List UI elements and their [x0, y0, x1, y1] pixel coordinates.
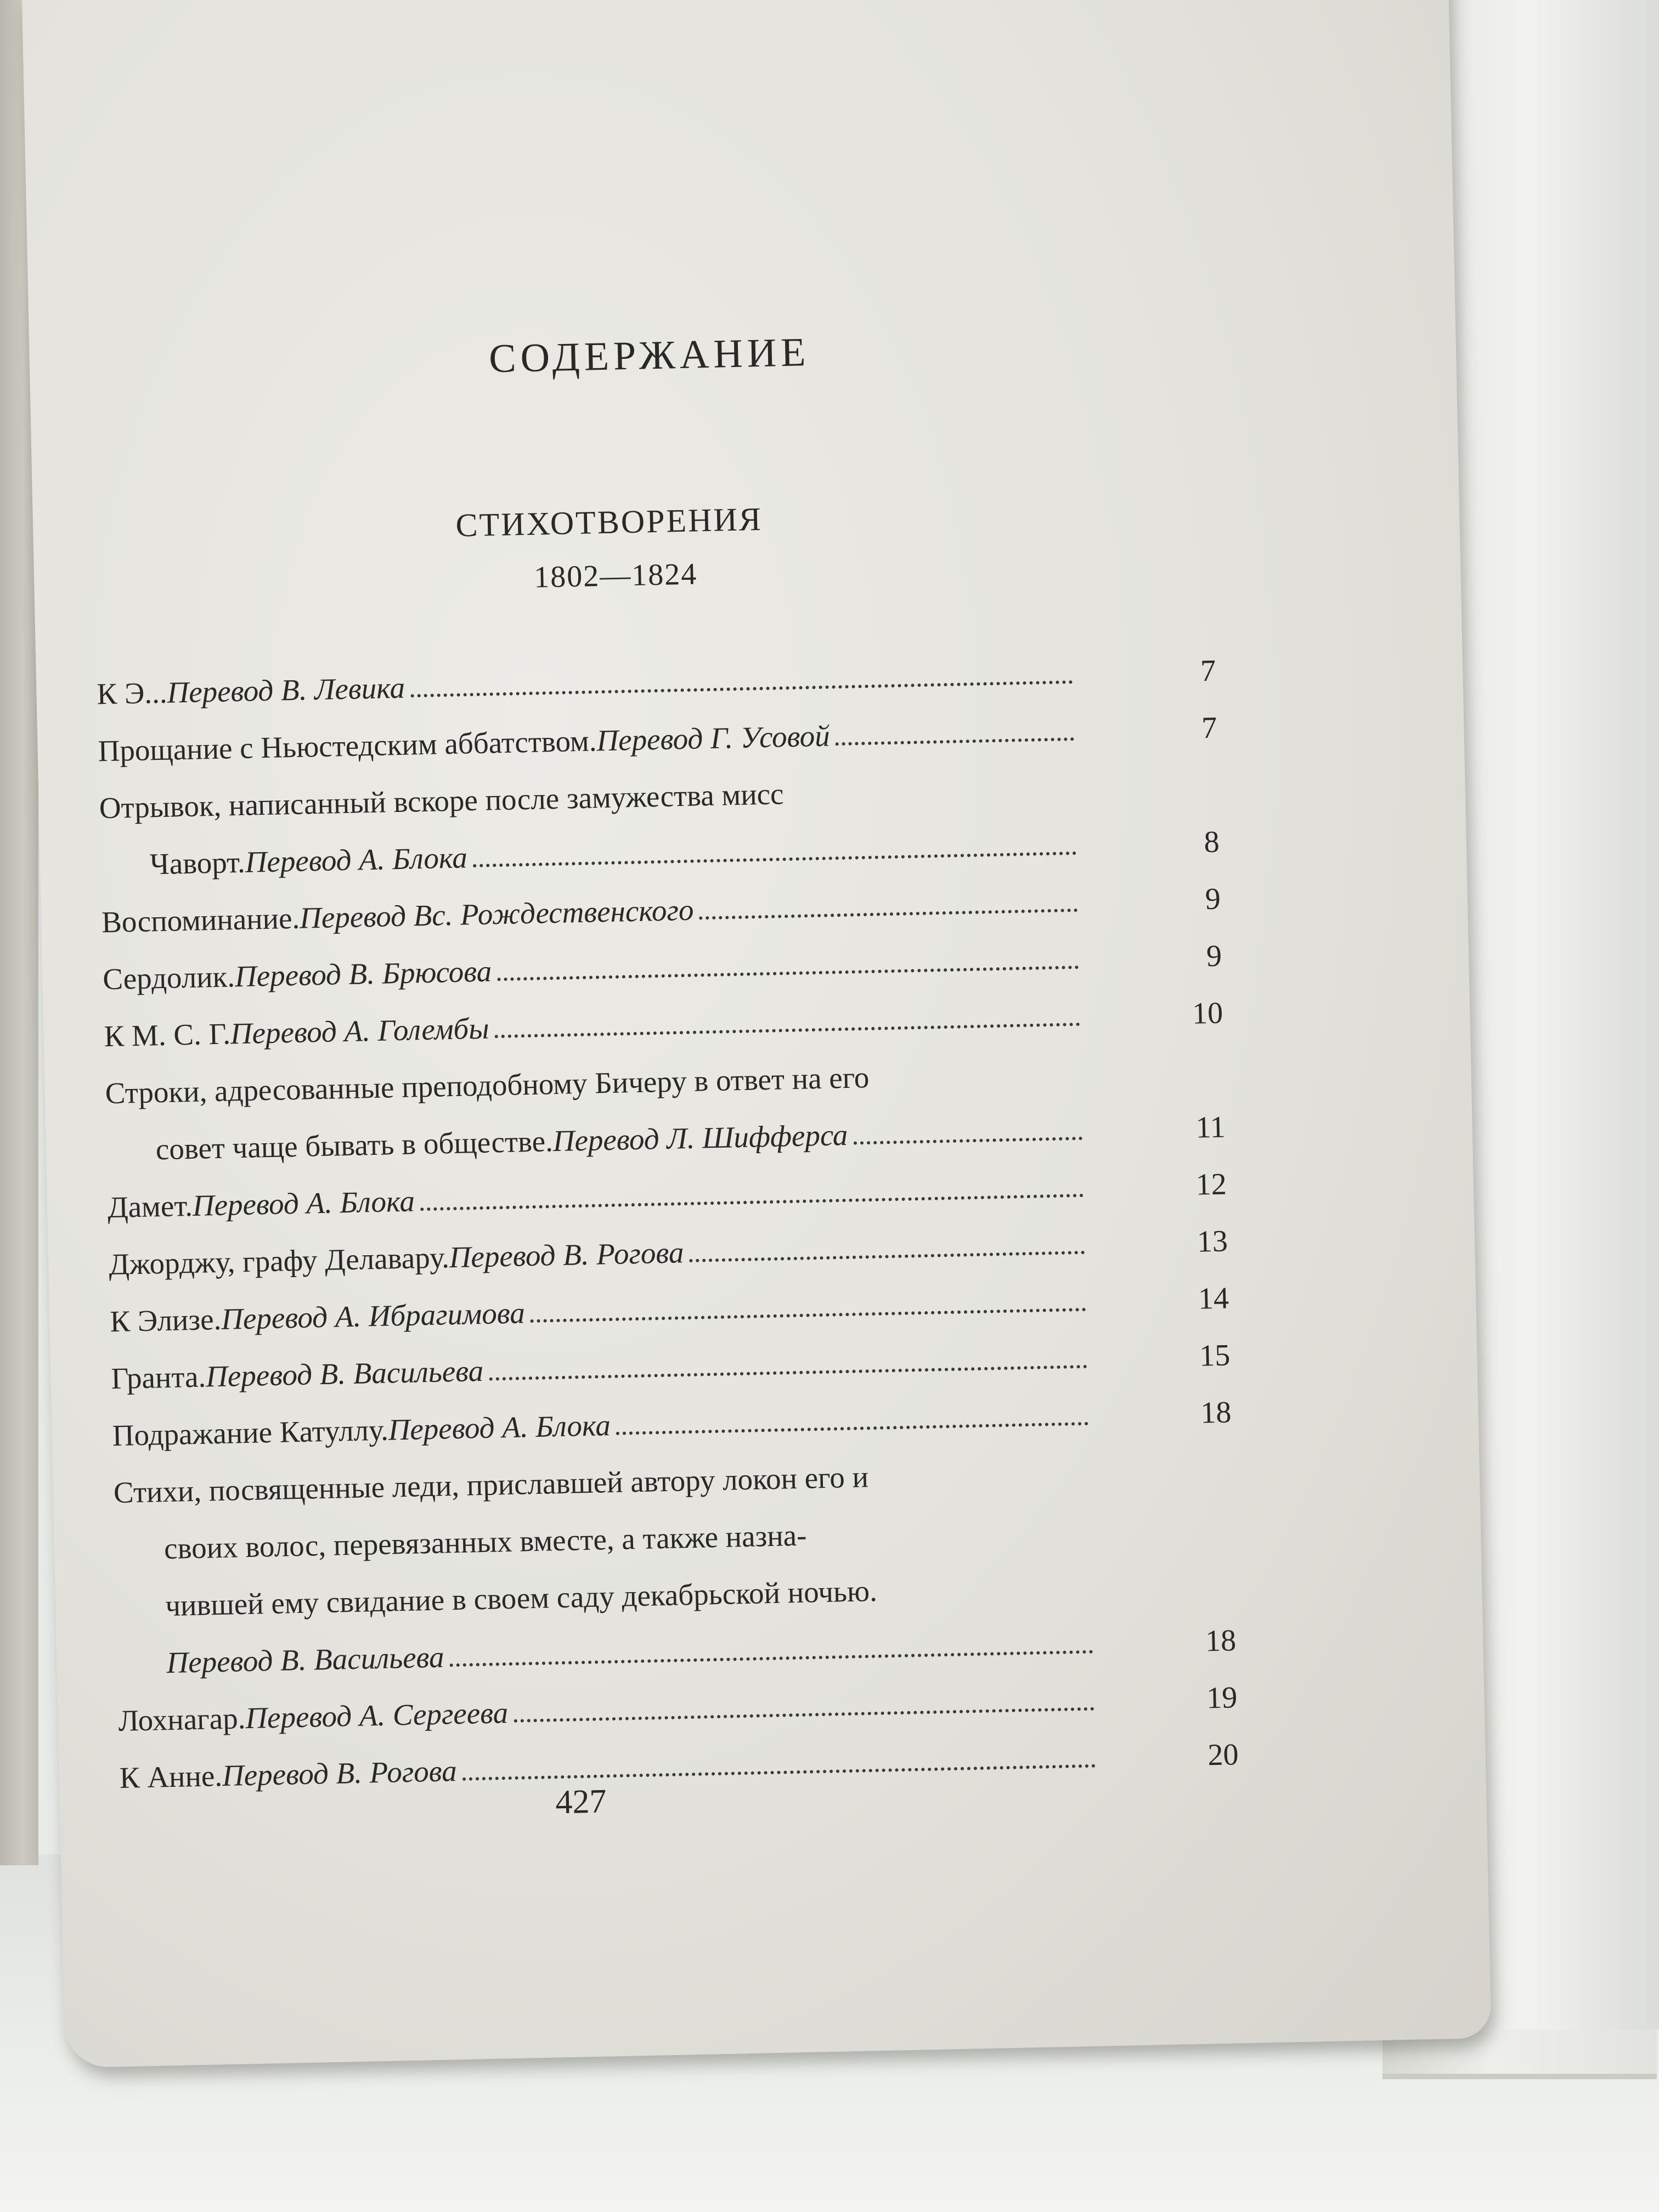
entry-title: Джорджу, графу Делавару.	[108, 1240, 450, 1282]
dot-leader	[489, 1362, 1087, 1381]
toc-entry-line	[108, 1229, 1085, 1282]
entry-title: Стихи, посвященные леди, приславшей автору локон его и	[113, 1460, 869, 1510]
entry-translator: Перевод А. Ибрагимова	[221, 1296, 526, 1336]
toc-entry	[118, 1680, 1259, 1738]
dot-leader	[462, 1761, 1096, 1781]
entry-title: Отрывок, написанный вскоре после замужества мисс	[99, 777, 785, 825]
entry-title: Гранта.	[111, 1359, 206, 1396]
entry-translator: Перевод В. Рогова	[222, 1754, 458, 1793]
entry-page-number: 11	[1195, 1110, 1226, 1145]
dot-leader	[420, 1190, 1084, 1211]
toc-entry	[98, 710, 1239, 768]
entry-translator: Перевод В. Рогова	[449, 1235, 684, 1274]
toc-entry-line	[97, 658, 1073, 709]
dot-leader	[531, 1305, 1086, 1323]
toc-entry-line	[109, 1286, 1086, 1339]
entry-translator: Перевод Л. Шифферса	[552, 1118, 848, 1158]
entry-page-number: 7	[1200, 653, 1216, 689]
page-number: 427	[555, 1782, 607, 1821]
toc-entry-line	[112, 1400, 1088, 1451]
toc-entry-line	[101, 887, 1078, 937]
section-years: 1802—1824	[533, 557, 698, 595]
entry-title: своих волос, перевязанных вместе, а также назна-	[163, 1518, 807, 1566]
entry-page-number: 8	[1203, 825, 1220, 860]
entry-page-number: 7	[1201, 710, 1217, 746]
toc-entry-line	[166, 1628, 1093, 1678]
toc-entry-line	[155, 1115, 1082, 1164]
entry-title: Дамет.	[107, 1188, 193, 1224]
entry-translator: Перевод А. Голембы	[230, 1011, 490, 1051]
toc-entry-line	[111, 1343, 1087, 1396]
toc-entry	[103, 996, 1245, 1053]
toc-entry	[113, 1454, 1254, 1680]
entry-title: Строки, адресованные преподобному Бичеру в ответ на его	[105, 1060, 870, 1110]
entry-translator: Перевод Г. Усовой	[596, 719, 831, 758]
toc-entry-line	[118, 1685, 1094, 1736]
entry-page-number: 14	[1198, 1281, 1229, 1316]
dot-leader	[699, 905, 1077, 919]
toc-entry	[105, 1054, 1246, 1166]
toc-entry	[101, 882, 1243, 939]
dot-leader	[853, 1133, 1082, 1145]
toc-entry	[107, 1167, 1249, 1224]
toc-entry	[102, 939, 1244, 996]
entry-translator: Перевод В. Васильева	[166, 1640, 445, 1680]
toc-entry	[112, 1395, 1253, 1453]
entry-page-number: 9	[1206, 939, 1222, 974]
entry-translator: Перевод Вс. Рождественского	[299, 893, 694, 935]
dot-leader	[450, 1647, 1093, 1667]
dot-leader	[514, 1704, 1094, 1723]
entry-title: К Э...	[96, 675, 168, 711]
dot-leader	[495, 1019, 1080, 1038]
entry-translator: Перевод А. Блока	[388, 1408, 611, 1447]
book-page	[22, 0, 1491, 2068]
dot-leader	[689, 1248, 1085, 1262]
entry-title: Лохнагар.	[118, 1701, 246, 1738]
entry-page-number: 19	[1206, 1680, 1238, 1716]
toc-entry-line	[99, 778, 784, 823]
toc-entry	[119, 1737, 1260, 1795]
toc-entry	[108, 1224, 1250, 1282]
entry-translator: Перевод А. Блока	[192, 1184, 415, 1222]
entry-translator: Перевод А. Блока	[245, 840, 468, 879]
toc-entry	[111, 1338, 1252, 1396]
entry-title: чившей ему свидание в своем саду декабрьской ночью.	[165, 1573, 878, 1623]
entry-page-number: 13	[1197, 1224, 1228, 1259]
toc-entry-line	[98, 715, 1074, 766]
entry-page-number: 10	[1192, 996, 1223, 1031]
toc-entry-line	[108, 1172, 1084, 1222]
toc-entry-line	[113, 1462, 868, 1508]
entry-title: совет чаще бывать в обществе.	[155, 1124, 554, 1166]
dot-leader	[410, 677, 1073, 697]
entry-translator: Перевод В. Брюсова	[234, 954, 492, 994]
toc-entry-line	[104, 1001, 1080, 1051]
entry-title: Сердолик.	[102, 960, 235, 996]
dot-leader	[616, 1419, 1088, 1435]
entry-page-number: 9	[1205, 882, 1221, 917]
entry-page-number: 18	[1200, 1395, 1232, 1430]
toc-entry	[96, 653, 1238, 711]
dot-leader	[836, 734, 1074, 746]
entry-page-number: 20	[1207, 1737, 1239, 1773]
toc-entry	[99, 769, 1240, 881]
entry-page-number: 18	[1205, 1623, 1237, 1658]
contents-heading: СОДЕРЖАНИЕ	[488, 330, 811, 382]
toc-entry-line	[164, 1520, 807, 1564]
entry-page-number: 12	[1195, 1167, 1227, 1202]
section-title: СТИХОТВОРЕНИЯ	[455, 500, 763, 544]
entry-title: К Анне.	[119, 1759, 223, 1795]
dot-leader	[497, 962, 1079, 981]
toc-entry-line	[165, 1573, 878, 1623]
entry-title: Чаворт.	[149, 845, 246, 881]
dot-leader	[473, 848, 1076, 867]
toc-entry-line	[105, 1062, 870, 1108]
entry-title: Подражание Катуллу.	[112, 1413, 389, 1453]
entry-page-number: 15	[1199, 1338, 1231, 1373]
entry-translator: Перевод В. Левика	[166, 670, 405, 709]
entry-translator: Перевод А. Сергеева	[245, 1696, 509, 1735]
toc-entry-line	[103, 944, 1079, 994]
toc-entry	[109, 1281, 1251, 1339]
entry-title: К М. С. Г.	[103, 1017, 231, 1053]
entry-title: К Элизе.	[109, 1302, 222, 1339]
entry-translator: Перевод В. Васильева	[205, 1353, 484, 1393]
toc-entry-line	[149, 830, 1076, 879]
entry-title: Воспоминание.	[101, 901, 300, 939]
entry-title: Прощание с Ньюстедским аббатством.	[98, 724, 597, 768]
